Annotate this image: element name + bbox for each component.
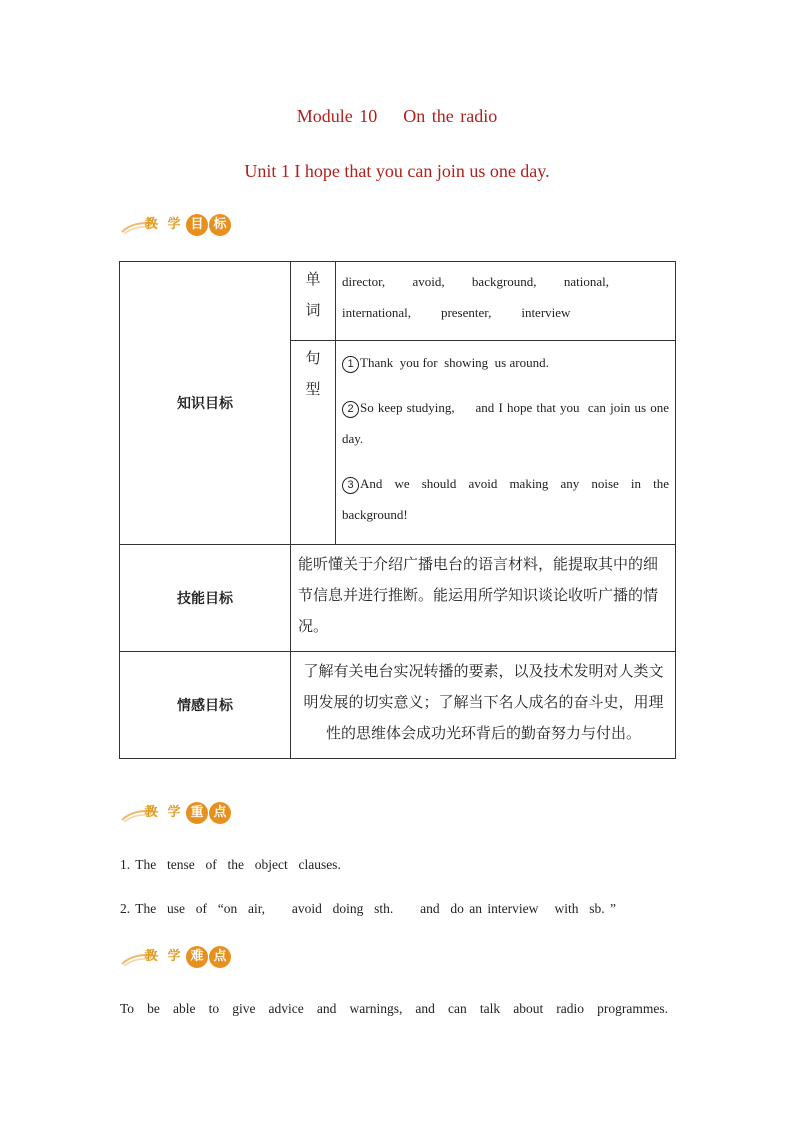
unit-title: Unit 1 I hope that you can join us one day.: [244, 161, 550, 181]
tag-char: 学: [167, 949, 181, 964]
sentences-label-char: 句: [305, 349, 321, 367]
vocab-word: national,: [563, 274, 609, 289]
words-label: [291, 262, 336, 341]
emotion-goal-text: 了解有关电台实况转播的要素，以及技术发明对人类文明发展的切实意义；了解当下名人成名的奋斗史，用理性的思维体会成功光环背后的勤奋努力与付出。: [291, 652, 676, 759]
sentences-label-char: 型: [305, 380, 321, 398]
sentence-text: Thank you for showing us around.: [360, 355, 549, 370]
tag-char: 难: [186, 946, 208, 968]
section-tag-objectives: [120, 212, 230, 240]
difficulty-text: To be able to give advice and warnings, and can talk about radio programmes.: [120, 1001, 668, 1016]
sentence-pattern: [342, 392, 673, 454]
sentence-pattern: [342, 347, 669, 378]
key-point-item: 1. The tense of the object clauses.: [120, 857, 341, 872]
tag-char: 学: [167, 217, 181, 232]
tag-char: 教: [144, 217, 158, 232]
vocab-word: presenter,: [440, 305, 492, 320]
objectives-table: [119, 261, 676, 759]
module-title: Module 10 On the radio: [296, 106, 498, 126]
vocab-word: background,: [471, 274, 537, 289]
tag-char: 点: [209, 946, 231, 968]
tag-char: 点: [209, 802, 231, 824]
words-label-char: 单: [305, 270, 321, 288]
vocabulary-line-1: [342, 266, 669, 297]
tag-char: 重: [186, 802, 208, 824]
circled-number: 3: [342, 477, 359, 494]
sentences-label: [291, 341, 336, 545]
tag-char: 教: [144, 805, 158, 820]
skill-goal-text: 能听懂关于介绍广播电台的语言材料，能提取其中的细节信息并进行推断。能运用所学知识谈论收听广播的情况。: [291, 545, 676, 652]
vocab-word: interview: [521, 305, 571, 320]
skill-goal-label: 技能目标: [120, 545, 291, 652]
sentence-text: And we should avoid making any noise in the background!: [342, 476, 673, 522]
vocabulary-cell: [336, 262, 676, 341]
section-tag-key-points: [120, 800, 230, 828]
sentence-pattern: [342, 468, 673, 530]
section-tag-difficulties: [120, 944, 230, 972]
circled-number: 1: [342, 356, 359, 373]
circled-number: 2: [342, 401, 359, 418]
emotion-goal-row: [120, 652, 676, 759]
tag-char: 学: [167, 805, 181, 820]
words-label-char: 词: [305, 301, 321, 319]
emotion-goal-label: 情感目标: [120, 652, 291, 759]
vocab-word: avoid,: [412, 274, 445, 289]
tag-char: 教: [144, 949, 158, 964]
sentence-text: So keep studying, and I hope that you can join us one day.: [342, 400, 673, 446]
vocab-word: director,: [342, 274, 386, 289]
sentence-patterns-cell: [336, 341, 676, 545]
vocab-word: international,: [342, 305, 411, 320]
knowledge-goal-label: 知识目标: [120, 262, 291, 545]
tag-char: 标: [209, 214, 231, 236]
knowledge-words-row: [120, 262, 676, 341]
vocabulary-line-2: [342, 297, 669, 328]
skill-goal-row: [120, 545, 676, 652]
tag-char: 目: [186, 214, 208, 236]
key-point-item: 2. The use of “on air, avoid doing sth. and do an interview with sb. ”: [120, 901, 617, 916]
